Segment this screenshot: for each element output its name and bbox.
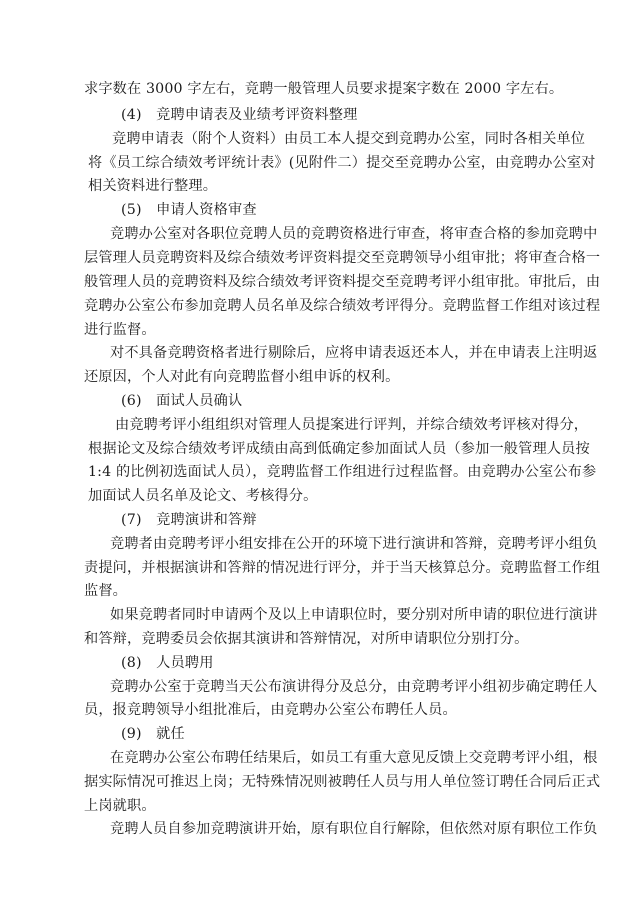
text-line: 员，报竞聘领导小组批准后，由竞聘办公室公布聘任人员。	[84, 702, 457, 718]
section-heading-6: (6) 面试人员确认	[121, 393, 243, 409]
text-line: 监督。	[84, 583, 128, 599]
text-line: 责提问，并根据演讲和答辩的情况进行评分，并于当天核算总分。竞聘监督工作组	[84, 560, 601, 576]
text-line: 由竞聘考评小组组织对管理人员提案进行评判，并综合绩效考评核对得分，	[115, 417, 589, 433]
text-line: 竞聘申请表（附个人资料）由员工本人提交到竞聘办公室，同时各相关单位	[112, 131, 586, 147]
text-line: 和答辩，竞聘委员会依据其演讲和答辩情况，对所申请职位分别打分。	[84, 631, 529, 647]
text-line: 对不具备竞聘资格者进行剔除后，应将申请表返还本人，并在申请表上注明返	[110, 345, 598, 361]
text-line: 相关资料进行整理。	[88, 178, 218, 194]
text-line: 竞聘者由竞聘考评小组安排在公开的环境下进行演讲和答辩，竞聘考评小组负	[110, 536, 598, 552]
text-line: 竞聘人员自参加竞聘演讲开始，原有职位自行解除，但依然对原有职位工作负	[110, 821, 598, 837]
text-line: 竞聘办公室公布参加竞聘人员名单及综合绩效考评得分。竞聘监督工作组对该过程	[84, 298, 601, 314]
text-line: 求字数在 3000 字左右，竞聘一般管理人员要求提案字数在 2000 字左右。	[84, 81, 564, 97]
text-line: 如果竞聘者同时申请两个及以上申请职位时，要分别对所申请的职位进行演讲	[110, 607, 598, 623]
text-line: 般管理人员的竞聘资料及综合绩效考评资料提交至竞聘考评小组审批。审批后，由	[84, 274, 601, 290]
section-heading-5: (5) 申请人资格审查	[121, 202, 257, 218]
text-line: 还原因，个人对此有向竞聘监督小组申诉的权利。	[84, 369, 400, 385]
text-line: 据实际情况可推迟上岗；无特殊情况则被聘任人员与用人单位签订聘任合同后正式	[84, 774, 601, 790]
text-line: 将《员工综合绩效考评统计表》(见附件二）提交至竞聘办公室，由竞聘办公室对	[88, 155, 596, 171]
section-heading-9: (9) 就任	[121, 726, 185, 742]
text-line: 在竞聘办公室公布聘任结果后，如员工有重大意见反馈上交竞聘考评小组，根	[110, 750, 598, 766]
section-heading-7: (7) 竞聘演讲和答辩	[121, 512, 257, 528]
text-line: 层管理人员竞聘资料及综合绩效考评资料提交至竞聘领导小组审批；将审查合格一	[84, 250, 601, 266]
text-line: 竞聘办公室对各职位竞聘人员的竞聘资格进行审查，将审查合格的参加竞聘中	[110, 226, 598, 242]
text-line: 加面试人员名单及论文、考核得分。	[88, 488, 318, 504]
text-line: 1:4 的比例初选面试人员），竞聘监督工作组进行过程监督。由竞聘办公室公布参	[88, 464, 597, 480]
text-line: 进行监督。	[84, 322, 156, 338]
text-line: 根据论文及综合绩效考评成绩由高到低确定参加面试人员（参加一般管理人员按	[88, 441, 590, 457]
text-line: 竞聘办公室于竞聘当天公布演讲得分及总分，由竞聘考评小组初步确定聘任人	[110, 679, 598, 695]
section-heading-4: (4) 竞聘申请表及业绩考评资料整理	[121, 107, 358, 123]
text-line: 上岗就职。	[84, 798, 156, 814]
section-heading-8: (8) 人员聘用	[121, 655, 214, 671]
